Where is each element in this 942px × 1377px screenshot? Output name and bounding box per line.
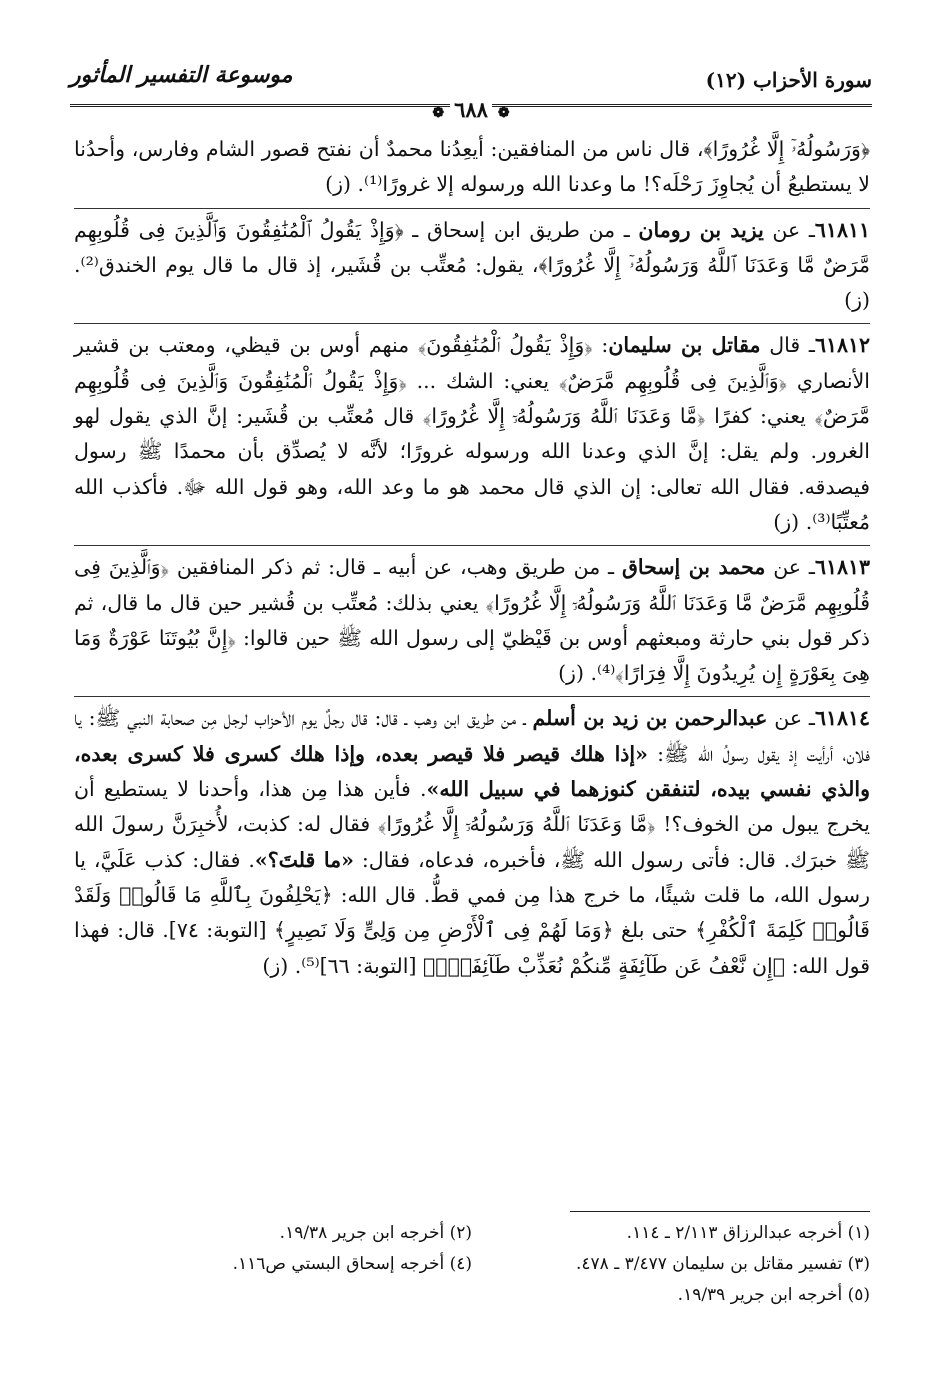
narrator-prefix: ـ عن [763, 217, 815, 242]
entry-number: ٦١٨١٣ [814, 555, 870, 580]
entry-text: ـ من طريق وهب، عن أبيه ـ قال: ثم ذكر المنافقين ﴿وَٱلَّذِينَ فِى قُلُوبِهِم مَّرَضٌ مَّا وَعَدَنَا ٱللَّهُ وَرَسُولُهُۥٓ إِلَّا غُرُورًا﴾ يعني بذلك: مُعتِّب بن قُشير حين قال ما قال، ثم ذكر قول بني حارثة ومبعثهم أوس بن قَيْظيّ إلى رسول الله ﷺ حين قالوا: ﴿إِنَّ بُيُوتَنَا عَوْرَةٌ وَمَا هِىَ بِعَوْرَةٍ إِن يُرِيدُونَ إِلَّا فِرَارًا﴾⁽⁴⁾. (ز) [74, 555, 870, 686]
entry-number: ٦١٨١٢ [814, 333, 871, 358]
footnote: (٢) أخرجه ابن جرير ١٩/٣٨. [279, 1223, 472, 1243]
footnotes [74, 1218, 870, 1311]
entry-text: . فقال: كذب عَلَيَّ، يا رسول الله، ما قلت شيئًا، ما خرج هذا مِن فمي قطُّ. قال الله: ﴿يَحْلِفُونَ بِٱللَّهِ مَا قَالُوا۟ وَلَقَدْ قَالُوا۟ كَلِمَةَ ٱلْكُفْرِ﴾ حتى بلغ ﴿وَمَا لَهُمْ فِى ٱلْأَرْضِ مِن وَلِىٍّ وَلَا نَصِيرٍ﴾ [التوبة: ٧٤]. قال: فهذا قول الله: ﴿إِن نَّعْفُ عَن طَآئِفَةٍ مِّنكُمْ نُعَذِّبْ طَآئِفَةًۢ﴾ [التوبة: ٦٦]⁽⁵⁾. (ز) [74, 847, 870, 978]
ornament-left: ❁ [432, 105, 445, 121]
footnote: (٤) أخرجه إسحاق البستي ص١١٦. [232, 1254, 472, 1274]
footnote: (٣) تفسير مقاتل بن سليمان ٣/٤٧٧ ـ ٤٧٨. [576, 1254, 870, 1274]
footnote-row [74, 1218, 870, 1249]
entry-text: . فأين هذا مِن هذا، وأحدنا لا يستطيع أن يخرج يبول من الخوف؟! ﴿مَّا وَعَدَنَا ٱللَّهُ وَرَسُولُهُۥٓ إِلَّا غُرُورًا﴾ فقال له: كذبت، لأُخبِرَنَّ رسولَ الله ﷺ خبرَك. قال: فأتى رسول الله ﷺ، فأخبره، فدعاه، فقال: [74, 777, 871, 872]
narrator-name: محمد بن إسحاق [621, 555, 766, 580]
entry-61812 [74, 323, 870, 540]
paragraph: ﴿وَرَسُولُهُۥٓ إِلَّا غُرُورًا﴾، قال ناس من المنافقين: أيعِدُنا محمدٌ أن نفتح قصور الشام وفارس، وأحدُنا لا يستطيعُ أن يُجاوِزَ رَحْلَه؟! ما وعدنا الله ورسوله إلا غرورًا⁽¹⁾. (ز) [74, 137, 870, 197]
paragraph [74, 213, 870, 319]
entry-continuation [74, 132, 870, 203]
paragraph [74, 701, 870, 983]
narrator-prefix: ـ عن [767, 706, 815, 731]
running-header [70, 62, 872, 102]
book-title: موسوعة التفسير المأثور [70, 62, 293, 88]
page-number-value: ٦٨٨ [450, 97, 492, 122]
footnote: (٥) أخرجه ابن جرير ١٩/٣٩. [677, 1285, 870, 1305]
hadith-quote: «إذا هلك قيصر فلا قيصر بعده، وإذا هلك كسرى فلا كسرى بعده، والذي نفسي بيده، لتنفقن كنوزهما في سبيل الله» [74, 741, 870, 802]
paragraph [74, 550, 870, 691]
entry-text: : ﴿وَإِذْ يَقُولُ ٱلْمُنَٰفِقُونَ﴾ منهم أوس بن قيظي، ومعتب بن قشير الأنصاري ﴿وَٱلَّذِينَ فِى قُلُوبِهِم مَّرَضٌ﴾ يعني: الشك ... ﴿وَإِذْ يَقُولُ ٱلْمُنَٰفِقُونَ وَٱلَّذِينَ فِى قُلُوبِهِم مَّرَضٌ﴾ يعني: كفرًا ﴿مَّا وَعَدَنَا ٱللَّهُ وَرَسُولُهُۥٓ إِلَّا غُرُورًا﴾ قال مُعتِّب بن قُشَير: إنَّ الذي يقول لهو الغرور. ولم يقل: إنَّ الذي وعدنا الله ورسوله غرورًا؛ لأنَّه لا يُصدِّق بأن محمدًا ﷺ رسول فيصدقه. فقال الله تعالى: إن الذي قال محمد هو ما وعد الله، وهو قول الله ﷻ. فأكذب الله مُعتِّبًا⁽³⁾. (ز) [74, 333, 870, 534]
narrator-prefix: ـ قال [760, 333, 815, 358]
narrator-name: يزيد بن رومان [638, 217, 764, 242]
narrator-name: عبدالرحمن بن زيد بن أسلم [532, 706, 768, 731]
narrator-name: مقاتل بن سليمان [608, 333, 761, 358]
footnote: (١) أخرجه عبدالرزاق ٢/١١٣ ـ ١١٤. [626, 1223, 870, 1243]
entry-61811 [74, 208, 870, 319]
entry-number: ٦١٨١١ [814, 217, 870, 242]
footnote [74, 1280, 472, 1311]
entry-61814 [74, 696, 870, 983]
page-number [0, 97, 942, 122]
ornament-right: ❁ [497, 105, 510, 121]
paragraph [74, 328, 870, 540]
surah-title: سورة الأحزاب (١٢) [705, 68, 872, 92]
entry-61813 [74, 545, 870, 691]
bold-quote: «ما قلتَ؟» [254, 847, 354, 872]
entry-text: ـ من طريق ابن إسحاق ـ ﴿وَإِذْ يَقُولُ ٱلْمُنَٰفِقُونَ وَٱلَّذِينَ فِى قُلُوبِهِم مَّرَضٌ مَّا وَعَدَنَا ٱللَّهُ وَرَسُولُهُۥٓ إِلَّا غُرُورًا﴾، يقول: مُعتِّب بن قُشَير، إذ قال ما قال يوم الخندق⁽²⁾. (ز) [74, 217, 870, 313]
entry-text: ـ من طريق ابن وهب ـ قال: قال رجلٌ يوم الأحزاب لرجل مِن صحابة النبي ﷺ: يا فلان، أرأيت إذ يقول رسولُ الله ﷺ: [74, 706, 870, 766]
narrator-prefix: ـ عن [765, 555, 815, 580]
footnote-row [74, 1280, 870, 1311]
footnote-rule [570, 1211, 870, 1212]
main-text [74, 132, 870, 984]
footnote-row [74, 1249, 870, 1280]
entry-number: ٦١٨١٤ [814, 706, 870, 731]
